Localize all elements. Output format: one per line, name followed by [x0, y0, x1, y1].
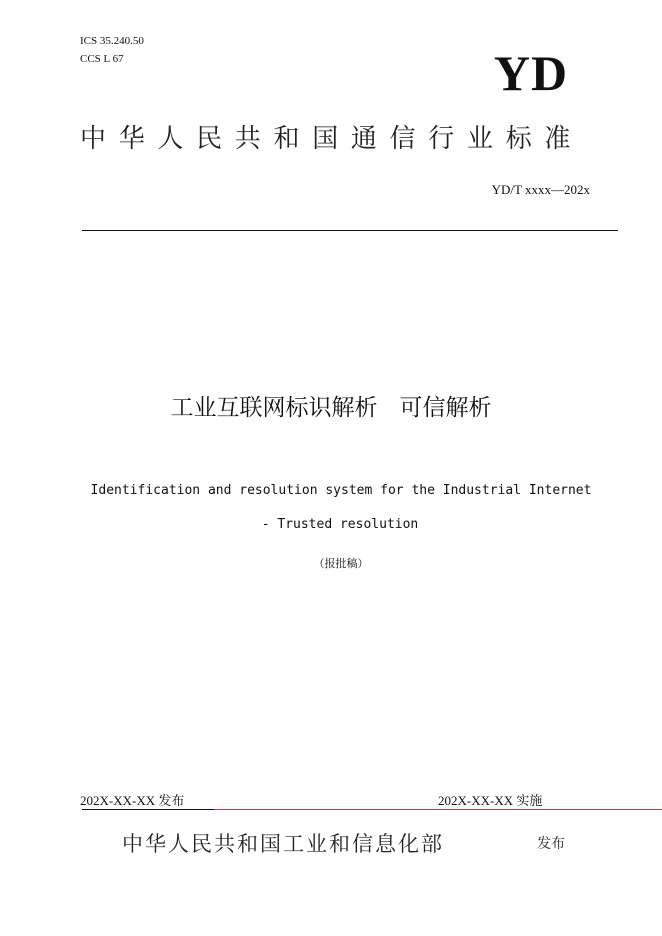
implement-date: 202X-XX-XX 实施	[438, 793, 543, 808]
document-title-en-line2: - Trusted resolution	[261, 517, 419, 532]
document-title-zh: 工业互联网标识解析 可信解析	[170, 395, 492, 421]
issuer-name: 中华人民共和国工业和信息化部	[122, 832, 444, 856]
ics-code: ICS 35.240.50	[80, 35, 144, 47]
ccs-code: CCS L 67	[80, 53, 124, 65]
document-title-en-line1: Identification and resolution system for the Industrial Internet	[90, 483, 592, 498]
yd-logo: YD	[493, 45, 569, 101]
header-divider	[82, 230, 618, 231]
publish-date: 202X-XX-XX 发布	[80, 793, 185, 808]
standard-type-heading: 中华人民共和国通信行业标准	[80, 124, 584, 154]
draft-status: （报批稿）	[313, 557, 369, 570]
issuer-suffix: 发布	[537, 836, 565, 852]
footer-divider-left	[82, 809, 214, 810]
document-number: YD/T xxxx—202x	[491, 182, 590, 197]
